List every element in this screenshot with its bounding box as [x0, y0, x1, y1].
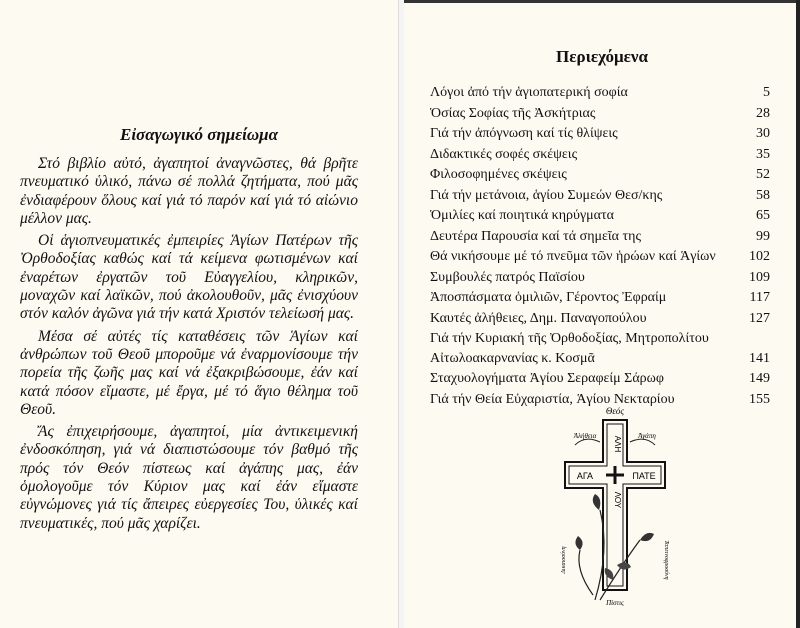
- emblem-lower-right-text: Ταπεινοφροσύνη: [663, 540, 669, 580]
- intro-paragraph-2: Οἱ ἁγιοπνευματικές ἐμπειρίες Ἁγίων Πατέρων τῆς Ὀρθοδοξίας καθώς καί τά κείμενα φωτισμένων καί ἐναρέτων ἐργατῶν τοῦ Εὐαγγελίου, κληρικῶν, μοναχῶν καί λαϊκῶν, πού ἀκολουθοῦν, μᾶς ἐνισχύουν στόν καλόν ἀγῶνα γιά τήν κατά Χριστόν τελείωσή μας.: [20, 232, 358, 323]
- toc-entry: [430, 268, 770, 289]
- toc-entry-page: 28: [756, 105, 770, 121]
- toc-entry-title: Σταχυολογήματα Ἁγίου Σεραφείμ Σάρωφ: [430, 371, 664, 386]
- contents-title: Περιεχόμενα: [556, 47, 648, 66]
- toc-entry-page: 65: [756, 208, 770, 223]
- toc-entry-page: 117: [749, 290, 770, 305]
- toc-entry-title: Φιλοσοφημένες σκέψεις: [430, 167, 567, 182]
- toc-entry-page: 52: [756, 167, 770, 182]
- intro-title: Εἰσαγωγικό σημείωμα: [119, 125, 279, 144]
- emblem-left-arm-text: ΑΓΑ: [576, 471, 594, 481]
- page-edge-right: [796, 0, 800, 628]
- toc-entry-page: 102: [749, 249, 770, 264]
- toc-entry-title: Διδακτικές σοφές σκέψεις: [430, 146, 578, 162]
- toc-entry-page: 58: [756, 187, 770, 203]
- toc-entry-title: Θά νικήσουμε μέ τό πνεῦμα τῶν ἡρώων καί Ἁγίων: [430, 249, 716, 264]
- toc-entry-title: Ὁσίας Σοφίας τῆς Ἀσκήτριας: [430, 105, 596, 121]
- toc-entry: [430, 247, 770, 268]
- emblem-vertical-lower-text: ΛΟΥ: [613, 491, 622, 509]
- emblem-top-text: Θεός: [605, 406, 625, 416]
- intro-body: [20, 155, 358, 537]
- toc-entry: [430, 309, 770, 330]
- toc-entry-page: 127: [749, 310, 770, 326]
- toc-entry-page: 5: [763, 85, 770, 100]
- toc-entry-title: Γιά τήν ἀπόγνωση καί τίς θλίψεις: [430, 126, 618, 141]
- emblem-upper-left-text: Ἀλήθεια: [573, 432, 597, 440]
- toc-entry-title: Ἀποσπάσματα ὁμιλιῶν, Γέροντος Ἐφραίμ: [430, 290, 667, 305]
- toc-entry-page: 35: [756, 146, 770, 162]
- toc-entry: [430, 104, 770, 125]
- toc-entry-title: Ὁμιλίες καί ποιητικά κηρύγματα: [430, 208, 614, 223]
- toc-entry-title: Γιά τήν Κυριακή τῆς Ὀρθοδοξίας, Μητροπολίτου Αἰτωλοακαρνανίας κ. Κοσμᾶ: [430, 331, 709, 366]
- emblem-right-arm-text: ΠΑΤΕ: [632, 471, 656, 481]
- emblem-lower-left-text: Δικαιοσύνη: [561, 546, 567, 574]
- toc-entry: [430, 124, 770, 145]
- toc-entry-page: 155: [749, 391, 770, 407]
- emblem-vertical-upper-text: ΑΛΗ: [613, 435, 622, 453]
- table-of-contents: [430, 83, 770, 410]
- toc-entry: [430, 329, 770, 369]
- toc-entry: [430, 227, 770, 248]
- toc-entry: [430, 83, 770, 104]
- toc-entry-page: 99: [756, 228, 770, 244]
- toc-entry: [430, 165, 770, 186]
- cross-emblem-drawing: [555, 400, 675, 610]
- toc-entry-page: 30: [756, 126, 770, 141]
- toc-entry-title: Καυτές ἀλήθειες, Δημ. Παναγοπούλου: [430, 310, 647, 326]
- toc-entry: [430, 206, 770, 227]
- toc-entry-title: Δευτέρα Παρουσία καί τά σημεῖα της: [430, 228, 641, 244]
- left-page: [0, 0, 398, 628]
- toc-entry-title: Συμβουλές πατρός Παϊσίου: [430, 269, 585, 285]
- page-edge-top: [404, 0, 800, 3]
- toc-entry: [430, 288, 770, 309]
- intro-paragraph-3: Μέσα σέ αὐτές τίς καταθέσεις τῶν Ἁγίων καί ἀνθρώπων τοῦ Θεοῦ μποροῦμε νά ἐναρμονίσουμε τήν πορεία τῆς ζωῆς μας καί νά ἐξακριβώσουμε, ἐάν καί κατά πόσον εἴμαστε, μέ ἔργα, μέ τό ἅγιο θέλημα τοῦ Θεοῦ.: [20, 327, 358, 418]
- toc-entry: [430, 186, 770, 207]
- toc-entry-title: Γιά τήν Θεία Εὐχαριστία, Ἁγίου Νεκταρίου: [430, 391, 675, 407]
- toc-entry-title: Λόγοι ἀπό τήν ἁγιοπατερική σοφία: [430, 85, 628, 100]
- emblem-upper-right-text: Ἀγάπη: [638, 432, 656, 440]
- toc-entry: [430, 369, 770, 390]
- toc-entry-title: Γιά τήν μετάνοια, ἁγίου Συμεών Θεσ/κης: [430, 187, 663, 203]
- emblem-bottom-text: Πίστις: [606, 599, 624, 607]
- toc-entry-page: 141: [749, 350, 770, 366]
- cross-emblem: [555, 400, 675, 610]
- toc-entry: [430, 145, 770, 166]
- intro-paragraph-4: Ἄς ἐπιχειρήσουμε, ἀγαπητοί, μία ἀντικειμενική ἐνδοσκόπηση, γιά νά διαπιστώσουμε τόν βαθμό τῆς πρός τόν Θεόν πίστεως καί ἀγάπης μας, ἐάν ὁμολογοῦμε τόν Κύριον μας καί ἐάν εἴμαστε εὐγνώμονες γιά τίς ἄπειρες εὐεργεσίες Του, ὑλικές καί πνευματικές, πού μᾶς χαρίζει.: [20, 423, 358, 532]
- intro-paragraph-1: Στό βιβλίο αὐτό, ἀγαπητοί ἀναγνῶστες, θά βρῆτε πνευματικό ὑλικό, πάνω σέ πολλά ζητήματα, πού μᾶς ἐνδιαφέρουν ὅλους καί γιά τό παρόν καί γιά τό αἰώνιο μέλλον μας.: [20, 155, 358, 227]
- toc-entry-page: 149: [749, 371, 770, 386]
- toc-entry-page: 109: [749, 269, 770, 285]
